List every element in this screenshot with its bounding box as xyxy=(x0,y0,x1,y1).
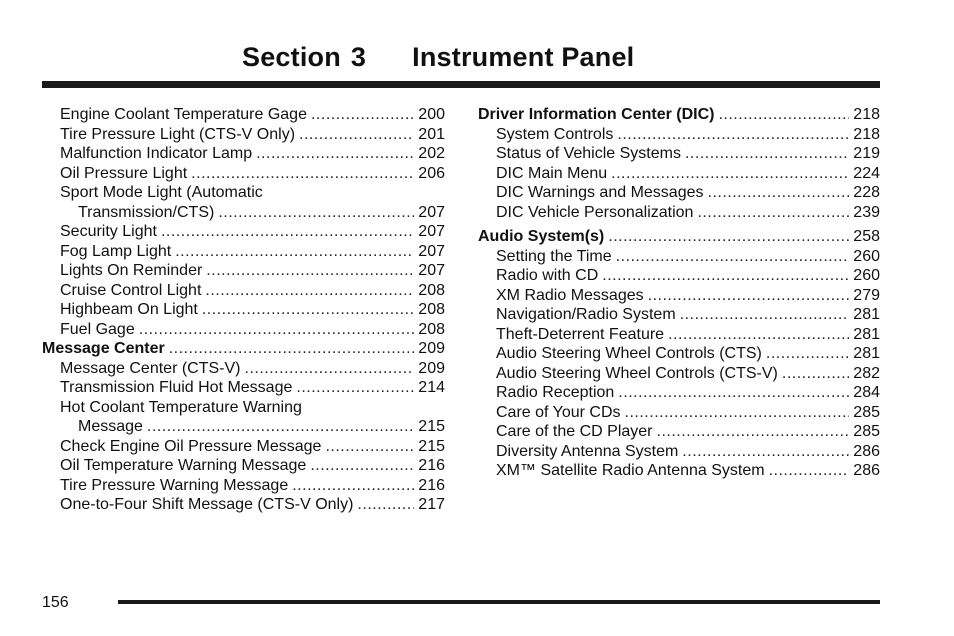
section-name: Instrument Panel xyxy=(412,42,635,72)
toc-entry-title: Security Light xyxy=(60,223,157,240)
dot-leader xyxy=(682,442,849,462)
toc-page-number: 284 xyxy=(853,384,880,401)
dot-leader xyxy=(611,164,849,184)
toc-entry-title: Audio System(s) xyxy=(478,228,605,245)
dot-leader xyxy=(616,247,850,267)
dot-leader xyxy=(769,461,850,481)
toc-page-number: 216 xyxy=(418,457,445,474)
toc-entry xyxy=(42,203,445,223)
toc-entry xyxy=(478,403,880,423)
toc-entry-title: One-to-Four Shift Message (CTS-V Only) xyxy=(60,496,354,513)
toc-page-number: 285 xyxy=(853,403,880,421)
toc-entry xyxy=(478,286,880,306)
toc-entry-title: DIC Main Menu xyxy=(496,164,608,182)
dot-leader xyxy=(292,476,414,496)
dot-leader xyxy=(139,320,415,340)
dot-leader xyxy=(680,305,850,325)
toc-page-number: 281 xyxy=(853,306,880,323)
toc-page-number: 208 xyxy=(418,301,445,318)
toc-page-number: 286 xyxy=(853,442,880,460)
toc-entry xyxy=(42,378,445,398)
toc-entry-title: Navigation/Radio System xyxy=(496,306,676,323)
toc-entry-title: Driver Information Center (DIC) xyxy=(478,106,715,123)
toc-entry-title: DIC Vehicle Personalization xyxy=(496,203,694,221)
toc-entry-title: Message Center (CTS-V) xyxy=(60,359,241,377)
toc-entry-title: System Controls xyxy=(496,125,614,143)
toc-heading xyxy=(478,105,880,125)
toc-page-number: 217 xyxy=(418,496,445,513)
dot-leader xyxy=(311,105,414,125)
toc-entry xyxy=(478,183,880,203)
toc-entry-title: Hot Coolant Temperature Warning xyxy=(60,398,302,416)
toc-entry xyxy=(42,476,445,496)
toc-page-number: 219 xyxy=(853,145,880,162)
toc-entry-title: Cruise Control Light xyxy=(60,281,202,299)
toc-page-number: 224 xyxy=(853,164,880,182)
toc-entry xyxy=(478,144,880,164)
toc-entry xyxy=(42,222,445,242)
toc-entry xyxy=(478,344,880,364)
toc-left-column xyxy=(42,105,445,515)
toc-page-number: 279 xyxy=(853,286,880,304)
toc-entry-title: Lights On Reminder xyxy=(60,262,203,279)
toc-entry-title: Tire Pressure Light (CTS-V Only) xyxy=(60,125,296,143)
toc-entry-title: Diversity Antenna System xyxy=(496,442,679,460)
toc-entry xyxy=(478,364,880,384)
toc-page-number: 228 xyxy=(853,184,880,201)
toc-page-number: 215 xyxy=(418,437,445,455)
toc-entry xyxy=(42,281,445,301)
toc-entry-title: Setting the Time xyxy=(496,247,612,265)
toc-entry xyxy=(42,437,445,457)
dot-leader xyxy=(708,183,850,203)
dot-leader xyxy=(668,325,849,345)
dot-leader xyxy=(256,144,414,164)
toc-page-number: 214 xyxy=(418,379,445,396)
toc-entry-title: Fuel Gage xyxy=(60,320,135,338)
toc-entry xyxy=(478,442,880,462)
toc-entry xyxy=(42,242,445,262)
dot-leader xyxy=(697,203,849,223)
toc-page-number: 282 xyxy=(853,364,880,382)
toc-page-number: 260 xyxy=(853,267,880,284)
dot-leader xyxy=(657,422,850,442)
header-rule xyxy=(42,81,880,88)
dot-leader xyxy=(202,300,414,320)
toc-entry xyxy=(478,461,880,481)
dot-leader xyxy=(175,242,414,262)
toc-entry-title: Oil Pressure Light xyxy=(60,164,188,182)
toc-entry xyxy=(42,261,445,281)
toc-entry-title: Care of Your CDs xyxy=(496,403,621,421)
toc-entry-title: XM Radio Messages xyxy=(496,286,644,304)
toc-entry xyxy=(42,105,445,125)
toc-entry-title: Radio Reception xyxy=(496,384,615,401)
dot-leader xyxy=(147,417,414,437)
toc-entry xyxy=(42,125,445,145)
toc-page-number: 258 xyxy=(853,228,880,245)
toc-page-number: 207 xyxy=(418,262,445,279)
dot-leader xyxy=(648,286,850,306)
toc-page-number: 260 xyxy=(853,247,880,265)
toc-entry-title: Radio with CD xyxy=(496,267,599,284)
dot-leader xyxy=(206,261,414,281)
toc-entry-title: Malfunction Indicator Lamp xyxy=(60,145,253,162)
dot-leader xyxy=(299,125,414,145)
toc-entry-title: Oil Temperature Warning Message xyxy=(60,457,307,474)
dot-leader xyxy=(625,403,850,423)
toc-page-number: 285 xyxy=(853,423,880,440)
toc-page-number: 207 xyxy=(418,203,445,221)
toc-page-number: 206 xyxy=(418,164,445,182)
toc-entry xyxy=(478,125,880,145)
dot-leader xyxy=(685,144,849,164)
dot-leader xyxy=(718,105,849,125)
toc-entry-title: Fog Lamp Light xyxy=(60,242,172,260)
toc-entry-title: XM™ Satellite Radio Antenna System xyxy=(496,462,765,479)
toc-entry xyxy=(478,383,880,403)
dot-leader xyxy=(161,222,414,242)
toc-entry xyxy=(478,203,880,223)
toc-entry-title: Audio Steering Wheel Controls (CTS) xyxy=(496,345,762,362)
toc-entry-title: Theft-Deterrent Feature xyxy=(496,325,665,343)
toc-page-number: 218 xyxy=(853,106,880,123)
toc-entry xyxy=(478,325,880,345)
toc-entry-title: Message Center xyxy=(42,340,165,357)
page-number: 156 xyxy=(42,594,69,611)
dot-leader xyxy=(602,266,849,286)
toc-entry-title: Tire Pressure Warning Message xyxy=(60,476,289,494)
toc-entry-title: DIC Warnings and Messages xyxy=(496,184,704,201)
toc-page-number: 207 xyxy=(418,242,445,260)
section-number: 3 xyxy=(350,42,367,72)
dot-leader xyxy=(245,359,415,379)
toc-entry xyxy=(478,247,880,267)
toc-entry-title: Sport Mode Light (Automatic xyxy=(60,184,263,201)
toc-page-number: 281 xyxy=(853,325,880,343)
toc-entry xyxy=(42,456,445,476)
toc-page-number: 201 xyxy=(418,125,445,143)
toc-entry xyxy=(478,266,880,286)
toc-page-number: 202 xyxy=(418,145,445,162)
toc-page-number: 200 xyxy=(418,106,445,123)
section-label: Section xyxy=(242,42,341,72)
toc-page-number: 218 xyxy=(853,125,880,143)
dot-leader xyxy=(310,456,414,476)
toc-entry-title: Engine Coolant Temperature Gage xyxy=(60,106,307,123)
dot-leader xyxy=(325,437,414,457)
toc-page-number: 209 xyxy=(418,359,445,377)
toc-page-number: 216 xyxy=(418,476,445,494)
dot-leader xyxy=(296,378,414,398)
toc-entry xyxy=(478,422,880,442)
toc-page-number: 281 xyxy=(853,345,880,362)
toc-entry-title: Status of Vehicle Systems xyxy=(496,145,681,162)
footer-rule xyxy=(118,600,880,604)
toc-entry xyxy=(42,495,445,515)
toc-right-column xyxy=(478,105,880,481)
toc-page-number: 239 xyxy=(853,203,880,221)
dot-leader xyxy=(766,344,849,364)
toc-entry xyxy=(42,164,445,184)
toc-page-number: 207 xyxy=(418,223,445,240)
toc-heading xyxy=(42,339,445,359)
dot-leader xyxy=(191,164,414,184)
toc-entry-title: Check Engine Oil Pressure Message xyxy=(60,437,322,455)
toc-entry-title: Audio Steering Wheel Controls (CTS-V) xyxy=(496,364,778,382)
toc-entry-title: Care of the CD Player xyxy=(496,423,653,440)
dot-leader xyxy=(169,339,415,359)
toc-entry xyxy=(42,320,445,340)
toc-entry-title: Highbeam On Light xyxy=(60,301,198,318)
dot-leader xyxy=(205,281,414,301)
toc-entry xyxy=(42,300,445,320)
toc-entry-title: Message xyxy=(78,418,143,435)
toc-heading xyxy=(478,227,880,247)
dot-leader xyxy=(782,364,849,384)
toc-entry xyxy=(478,164,880,184)
toc-page-number: 208 xyxy=(418,281,445,299)
toc-page-number: 209 xyxy=(418,340,445,357)
toc-entry xyxy=(478,305,880,325)
toc-entry xyxy=(42,359,445,379)
dot-leader xyxy=(357,495,414,515)
dot-leader xyxy=(617,125,849,145)
toc-page-number: 215 xyxy=(418,418,445,435)
dot-leader xyxy=(608,227,849,247)
toc-entry-title: Transmission Fluid Hot Message xyxy=(60,379,293,396)
section-title xyxy=(242,42,634,73)
toc-page-number: 208 xyxy=(418,320,445,338)
dot-leader xyxy=(218,203,414,223)
toc-page-number: 286 xyxy=(853,462,880,479)
toc-entry-title: Transmission/CTS) xyxy=(78,203,215,221)
toc-entry xyxy=(42,144,445,164)
toc-entry xyxy=(42,417,445,437)
dot-leader xyxy=(618,383,849,403)
